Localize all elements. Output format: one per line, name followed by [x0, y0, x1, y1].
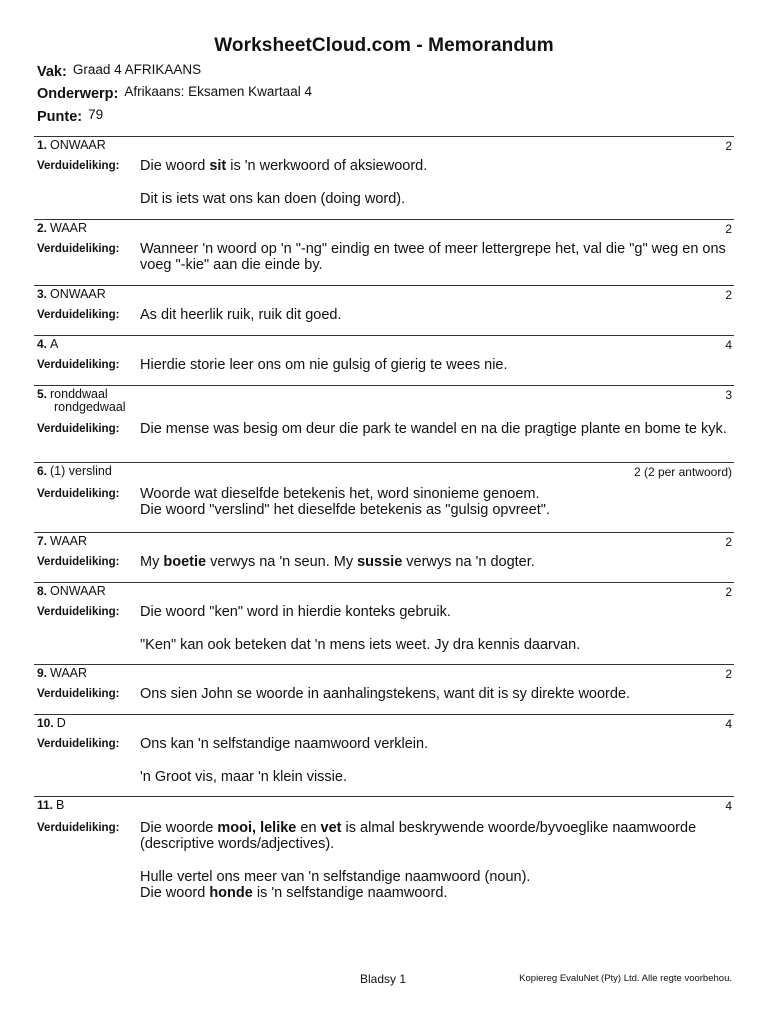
question-number: 6.	[37, 464, 48, 478]
meta-marks-value: 79	[88, 107, 104, 122]
explanation-label: Verduideliking:	[37, 606, 120, 618]
explanation-paragraph	[140, 736, 734, 752]
text-run: is 'n selfstandige naamwoord.	[252, 885, 448, 901]
question-number: 4.	[37, 337, 48, 351]
explanation-label: Verduideliking:	[37, 309, 120, 321]
explanation-paragraph	[140, 637, 734, 653]
question-header	[37, 222, 87, 235]
question-marks: 4	[725, 338, 732, 352]
question-answer: ONWAAR	[50, 138, 106, 152]
explanation-text	[140, 736, 734, 785]
question-header	[37, 667, 87, 680]
question-answer: A	[50, 337, 59, 351]
question-marks: 2	[725, 535, 732, 549]
text-run: As dit heerlik ruik, ruik dit goed.	[140, 307, 342, 323]
question-number: 5.	[37, 387, 48, 401]
emphasized-word: vet	[320, 820, 342, 836]
question-marks: 2	[725, 222, 732, 236]
text-run: My	[140, 554, 164, 570]
question-number: 1.	[37, 138, 48, 152]
question-divider	[34, 136, 734, 137]
explanation-text	[140, 357, 734, 373]
text-run: Wanneer 'n woord op 'n "-ng" eindig en twee of meer lettergrepe het, val die "g" weg en ons voeg "-kie" aan die einde by.	[140, 241, 726, 273]
emphasized-word: mooi, lelike	[217, 820, 297, 836]
emphasized-word: sussie	[357, 554, 403, 570]
meta-subject	[37, 63, 201, 81]
question-marks: 3	[725, 388, 732, 402]
question-number: 10.	[37, 716, 54, 730]
text-run: Hulle vertel ons meer van 'n selfstandige naamwoord (noun).	[140, 869, 531, 885]
text-run: Die woord "verslind" het dieselfde betekenis as "gulsig opvreet".	[140, 502, 550, 518]
question-divider	[34, 219, 734, 220]
explanation-paragraph	[140, 486, 734, 518]
text-run: Die woord	[140, 885, 210, 901]
question-header	[37, 799, 64, 812]
explanation-paragraph	[140, 158, 734, 174]
question-header	[37, 465, 112, 478]
text-run: is 'n werkwoord of aksiewoord.	[226, 158, 428, 174]
explanation-label: Verduideliking:	[37, 688, 120, 700]
explanation-text	[140, 307, 734, 323]
question-header	[37, 535, 87, 548]
question-header	[37, 139, 106, 152]
page-number: Bladsy 1	[360, 972, 407, 986]
question-marks: 2	[725, 139, 732, 153]
explanation-paragraph	[140, 421, 734, 437]
explanation-paragraph	[140, 191, 734, 207]
question-divider	[34, 335, 734, 336]
text-run: Hierdie storie leer ons om nie gulsig of gierig te wees nie.	[140, 357, 508, 373]
question-answer: D	[56, 716, 66, 730]
text-run: Die woord "ken" word in hierdie konteks gebruik.	[140, 604, 451, 620]
explanation-label: Verduideliking:	[37, 822, 120, 834]
explanation-label: Verduideliking:	[37, 359, 120, 371]
question-answer: WAAR	[50, 221, 88, 235]
explanation-label: Verduideliking:	[37, 738, 120, 750]
explanation-paragraph	[140, 820, 734, 852]
meta-topic-value: Afrikaans: Eksamen Kwartaal 4	[124, 84, 312, 99]
question-answer: ONWAAR	[50, 287, 106, 301]
text-run: Woorde wat dieselfde betekenis het, word sinonieme genoem.	[140, 486, 540, 502]
question-answer: ronddwaal	[50, 387, 108, 401]
explanation-paragraph	[140, 604, 734, 620]
explanation-label: Verduideliking:	[37, 160, 120, 172]
text-run: Die woord	[140, 158, 210, 174]
explanation-label: Verduideliking:	[37, 556, 120, 568]
explanation-text	[140, 486, 734, 518]
explanation-paragraph	[140, 241, 734, 273]
emphasized-word: sit	[209, 158, 227, 174]
question-number: 7.	[37, 534, 48, 548]
question-answer: WAAR	[50, 666, 88, 680]
explanation-paragraph	[140, 769, 734, 785]
text-run: verwys na 'n seun. My	[206, 554, 358, 570]
question-divider	[34, 714, 734, 715]
document-title: WorksheetCloud.com - Memorandum	[214, 35, 554, 56]
question-answer: ONWAAR	[50, 584, 106, 598]
explanation-text	[140, 820, 734, 901]
explanation-text	[140, 604, 734, 653]
question-number: 3.	[37, 287, 48, 301]
explanation-paragraph	[140, 869, 734, 901]
question-divider	[34, 532, 734, 533]
explanation-text	[140, 421, 734, 437]
text-run: 'n Groot vis, maar 'n klein vissie.	[140, 769, 347, 785]
question-header	[37, 388, 126, 414]
explanation-label: Verduideliking:	[37, 423, 120, 435]
question-marks: 2	[725, 667, 732, 681]
explanation-paragraph	[140, 554, 734, 570]
copyright-notice: Kopiereg EvaluNet (Pty) Ltd. Alle regte voorbehou.	[519, 973, 732, 984]
question-marks: 4	[725, 799, 732, 813]
text-run: en	[296, 820, 321, 836]
question-answer: WAAR	[50, 534, 88, 548]
question-number: 8.	[37, 584, 48, 598]
explanation-paragraph	[140, 307, 734, 323]
question-divider	[34, 796, 734, 797]
text-run: Ons sien John se woorde in aanhalingstekens, want dit is sy direkte woorde.	[140, 686, 631, 702]
question-number: 11.	[37, 798, 54, 812]
question-marks: 4	[725, 717, 732, 731]
question-marks: 2	[725, 585, 732, 599]
question-divider	[34, 462, 734, 463]
text-run: "Ken" kan ook beteken dat 'n mens iets weet. Jy dra kennis daarvan.	[140, 637, 581, 653]
meta-topic-label: Onderwerp:	[37, 86, 119, 102]
question-header	[37, 585, 106, 598]
question-header	[37, 288, 106, 301]
text-run: is almal beskrywende woorde/byvoeglike naamwoorde (descriptive words/adjectives).	[140, 820, 697, 852]
explanation-label: Verduideliking:	[37, 243, 120, 255]
question-number: 9.	[37, 666, 48, 680]
question-marks: 2	[725, 288, 732, 302]
explanation-text	[140, 158, 734, 207]
meta-subject-label: Vak:	[37, 64, 67, 80]
question-divider	[34, 582, 734, 583]
text-run: verwys na 'n dogter.	[402, 554, 535, 570]
question-answer: B	[56, 798, 65, 812]
question-divider	[34, 385, 734, 386]
explanation-label: Verduideliking:	[37, 488, 120, 500]
question-divider	[34, 285, 734, 286]
text-run: Ons kan 'n selfstandige naamwoord verklein.	[140, 736, 429, 752]
meta-marks-label: Punte:	[37, 109, 83, 125]
meta-topic	[37, 85, 312, 103]
text-run: Die woorde	[140, 820, 218, 836]
explanation-text	[140, 686, 734, 702]
question-answer: (1) verslind	[50, 464, 112, 478]
emphasized-word: boetie	[163, 554, 207, 570]
text-run: Die mense was besig om deur die park te wandel en na die pragtige plante en bome te kyk.	[140, 421, 727, 437]
explanation-paragraph	[140, 357, 734, 373]
explanation-text	[140, 241, 734, 273]
meta-subject-value: Graad 4 AFRIKAANS	[72, 62, 202, 77]
explanation-text	[140, 554, 734, 570]
question-header	[37, 338, 58, 351]
question-answer-alt: rondgedwaal	[54, 400, 126, 414]
question-number: 2.	[37, 221, 48, 235]
question-header	[37, 717, 66, 730]
explanation-paragraph	[140, 686, 734, 702]
question-marks: 2 (2 per antwoord)	[633, 465, 732, 479]
emphasized-word: honde	[209, 885, 253, 901]
question-divider	[34, 664, 734, 665]
text-run: Dit is iets wat ons kan doen (doing word).	[140, 191, 406, 207]
meta-marks	[37, 108, 103, 126]
